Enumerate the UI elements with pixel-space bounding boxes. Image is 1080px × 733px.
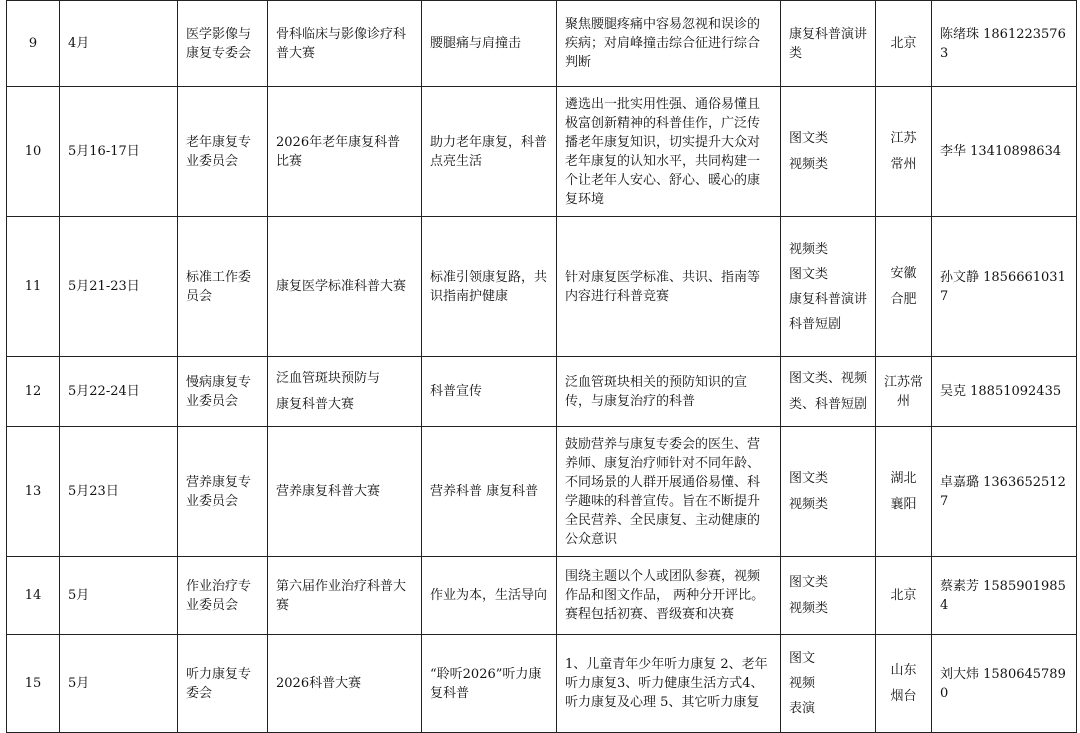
location-part: 江苏: [890, 131, 917, 146]
category-item: 图文类: [789, 131, 829, 146]
event-category: [781, 427, 876, 557]
organizer-committee: 听力康复专委会: [178, 635, 268, 733]
category-item: 视频类: [789, 601, 829, 616]
location-part: 北京: [890, 36, 917, 51]
event-content: 针对康复医学标准、共识、指南等内容进行科普竞赛: [557, 217, 781, 357]
contact-info: 刘大炜 15806457890: [932, 635, 1077, 733]
event-category: [781, 635, 876, 733]
location-part: 北京: [890, 588, 917, 603]
location-part: 合肥: [890, 292, 917, 307]
event-theme: 作业为本，生活导向: [422, 557, 557, 635]
category-item: 图文: [789, 651, 816, 666]
location-part: 襄阳: [890, 497, 917, 512]
event-theme: 腰腿痛与肩撞击: [422, 1, 557, 87]
event-category: [781, 357, 876, 427]
event-table: [6, 0, 1077, 733]
event-location: [876, 87, 932, 217]
event-location: [876, 557, 932, 635]
table-row: [7, 87, 1077, 217]
category-item: 视频类: [789, 157, 829, 172]
event-content: 1、儿童青年少年听力康复 2、老年听力康复3、听力健康生活方式4、听力康复及心理 5、其它听力康复: [557, 635, 781, 733]
event-location: [876, 1, 932, 87]
row-number: 11: [7, 217, 60, 357]
location-part: 常州: [890, 157, 917, 172]
row-number: 15: [7, 635, 60, 733]
event-location: [876, 635, 932, 733]
event-theme: 助力老年康复，科普点亮生活: [422, 87, 557, 217]
event-name: 骨科临床与影像诊疗科普大赛: [268, 1, 422, 87]
location-part: 湖北: [890, 471, 917, 486]
event-date: 5月21-23日: [60, 217, 178, 357]
event-theme: 标准引领康复路，共识指南护健康: [422, 217, 557, 357]
location-part: 烟台: [890, 689, 917, 704]
table-row: [7, 427, 1077, 557]
category-item: 康复科普演讲: [789, 291, 868, 307]
event-name: [268, 357, 422, 427]
event-name-line: 康复科普大赛: [276, 397, 355, 412]
category-item: 图文类: [789, 575, 829, 590]
contact-info: 卓嘉璐 13636525127: [932, 427, 1077, 557]
row-number: 9: [7, 1, 60, 87]
contact-info: 孙文静 18566610317: [932, 217, 1077, 357]
category-item: 康复科普演讲类: [789, 26, 868, 61]
event-content: 遴选出一批实用性强、通俗易懂且极富创新精神的科普佳作，广泛传播老年康复知识，切实提升大众对老年康复的认知水平，共同构建一个让老年人安心、舒心、暖心的康复环境: [557, 87, 781, 217]
category-item: 视频类: [789, 241, 829, 257]
category-item: 表演: [789, 701, 816, 716]
category-item: 图文类、视频: [789, 371, 868, 386]
category-item: 类、科普短剧: [789, 397, 868, 412]
location-part: 安徽: [890, 266, 917, 281]
event-location: [876, 217, 932, 357]
category-item: 视频类: [789, 497, 829, 512]
location-part: 山东: [890, 663, 917, 678]
table-row: [7, 1, 1077, 87]
contact-info: 吴克 18851092435: [932, 357, 1077, 427]
organizer-committee: 作业治疗专业委员会: [178, 557, 268, 635]
event-name: 2026科普大赛: [268, 635, 422, 733]
row-number: 14: [7, 557, 60, 635]
organizer-committee: 医学影像与康复专委会: [178, 1, 268, 87]
event-category: [781, 217, 876, 357]
event-content: 鼓励营养与康复专委会的医生、营养师、康复治疗师针对不同年龄、不同场景的人群开展通俗易懂、科学趣味的科普宣传。旨在不断提升全民营养、全民康复、主动健康的公众意识: [557, 427, 781, 557]
event-date: 5月: [60, 635, 178, 733]
category-item: 视频: [789, 676, 816, 691]
event-date: 5月23日: [60, 427, 178, 557]
category-item: 图文类: [789, 266, 829, 282]
event-location: [876, 357, 932, 427]
event-location: [876, 427, 932, 557]
event-content: 泛血管斑块相关的预防知识的宣传，与康复治疗的科普: [557, 357, 781, 427]
organizer-committee: 标准工作委员会: [178, 217, 268, 357]
event-content: 聚焦腰腿疼痛中容易忽视和误诊的疾病；对肩峰撞击综合征进行综合判断: [557, 1, 781, 87]
contact-info: 李华 13410898634: [932, 87, 1077, 217]
organizer-committee: 慢病康复专业委员会: [178, 357, 268, 427]
event-theme: 科普宣传: [422, 357, 557, 427]
table-row: [7, 217, 1077, 357]
event-name: 第六届作业治疗科普大赛: [268, 557, 422, 635]
event-category: [781, 1, 876, 87]
category-item: 图文类: [789, 471, 829, 486]
event-category: [781, 87, 876, 217]
organizer-committee: 营养康复专业委员会: [178, 427, 268, 557]
table-row: [7, 635, 1077, 733]
event-name-line: 泛血管斑块预防与: [276, 371, 381, 386]
event-date: 5月: [60, 557, 178, 635]
event-name: 康复医学标准科普大赛: [268, 217, 422, 357]
event-name: 营养康复科普大赛: [268, 427, 422, 557]
organizer-committee: 老年康复专业委员会: [178, 87, 268, 217]
event-theme: 营养科普 康复科普: [422, 427, 557, 557]
contact-info: 蔡素芳 15859019854: [932, 557, 1077, 635]
event-name: 2026年老年康复科普比赛: [268, 87, 422, 217]
row-number: 13: [7, 427, 60, 557]
event-date: 5月16-17日: [60, 87, 178, 217]
table-row: [7, 557, 1077, 635]
event-date: 4月: [60, 1, 178, 87]
row-number: 12: [7, 357, 60, 427]
event-date: 5月22-24日: [60, 357, 178, 427]
contact-info: 陈绪珠 18612235763: [932, 1, 1077, 87]
location-part: 江苏常州: [883, 374, 923, 409]
table-row: [7, 357, 1077, 427]
event-theme: “聆听2026”听力康复科普: [422, 635, 557, 733]
category-item: 科普短剧: [789, 316, 842, 332]
event-category: [781, 557, 876, 635]
event-content: 围绕主题以个人或团队参赛，视频作品和图文作品， 两种分开评比。赛程包括初赛、晋级赛和决赛: [557, 557, 781, 635]
row-number: 10: [7, 87, 60, 217]
